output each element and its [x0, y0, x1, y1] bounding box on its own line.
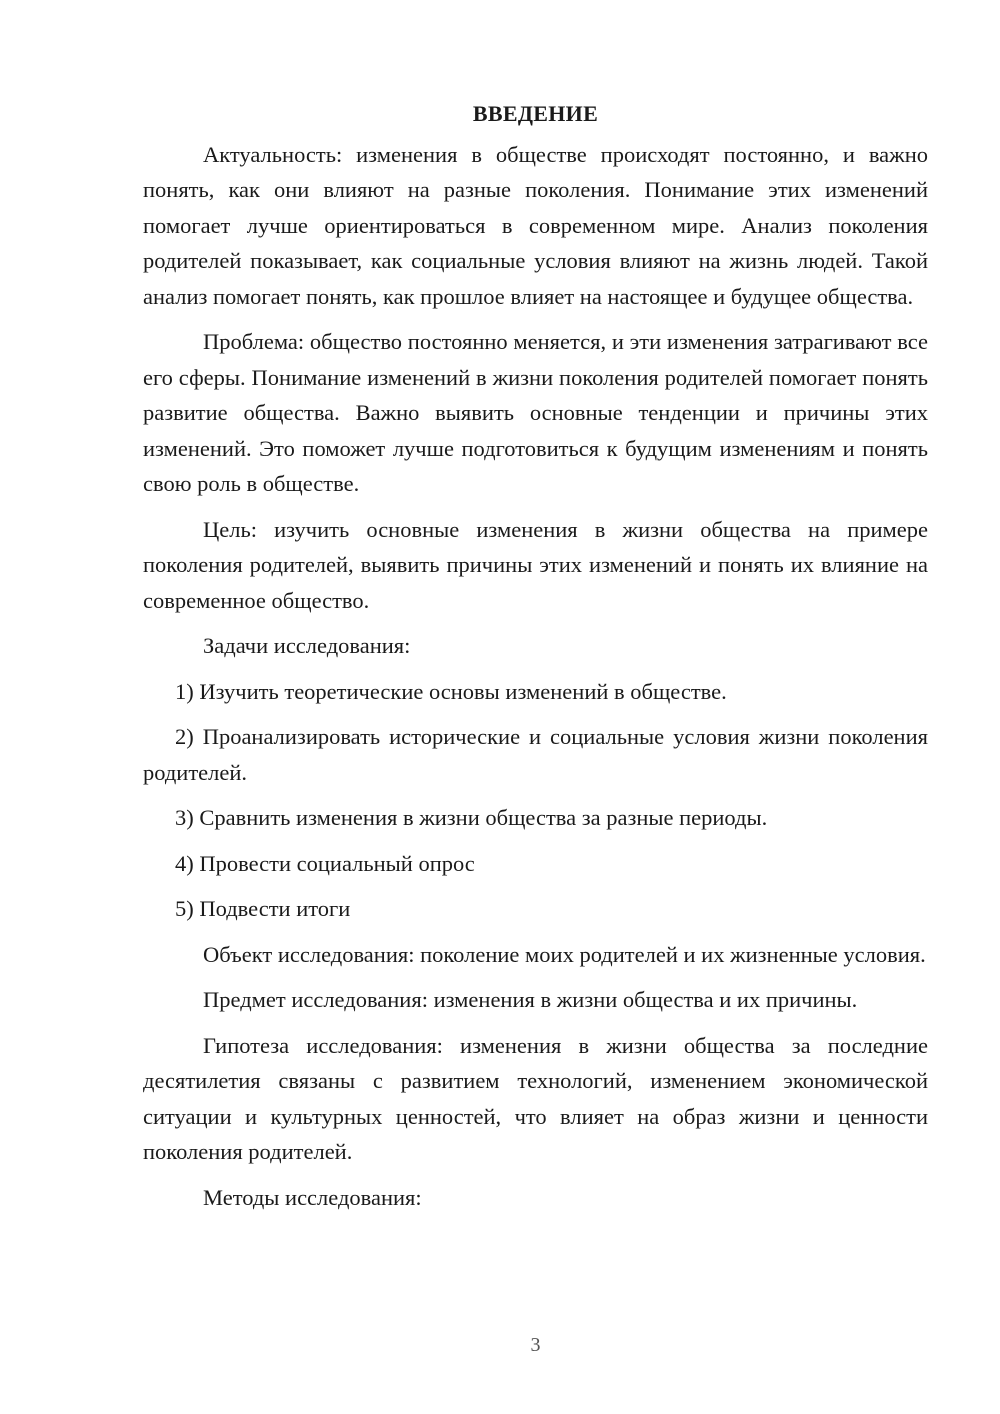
methods-heading: Методы исследования:	[203, 1184, 422, 1210]
page-number: 3	[530, 1334, 541, 1356]
task-item-1: 1) Изучить теоретические основы изменений в обществе.	[175, 678, 727, 704]
relevance-paragraph: Актуальность: изменения в обществе происходят постоянно, и важно понять, как они влияют на разные поколения. Понимание этих изменений помогает лучше ориентироваться в современном мире. Анализ поколения родителей показывает, как социальные условия влияют на жизнь людей. Такой анализ помогает понять, как прошлое влияет на настоящее и будущее общества.	[143, 141, 928, 309]
subject-paragraph: Предмет исследования: изменения в жизни общества и их причины.	[203, 987, 858, 1012]
tasks-heading: Задачи исследования:	[203, 633, 411, 658]
object-paragraph: Объект исследования: поколение моих родителей и их жизненные условия.	[203, 941, 926, 967]
section-title: ВВЕДЕНИЕ	[472, 101, 599, 126]
problem-paragraph: Проблема: общество постоянно меняется, и эти изменения затрагивают все его сферы. Понимание изменений в жизни поколения родителей помогает понять развитие общества. Важно выявить основные тенденции и причины этих изменений. Это поможет лучше подготовиться к будущим изменениям и понять свою роль в обществе.	[143, 329, 928, 496]
goal-paragraph: Цель: изучить основные изменения в жизни общества на примере поколения родителей, выявить причины этих изменений и понять их влияние на современное общество.	[143, 516, 928, 613]
task-item-3: 3) Сравнить изменения в жизни общества за разные периоды.	[175, 805, 768, 830]
task-item-2: 2) Проанализировать исторические и социальные условия жизни поколения родителей.	[143, 724, 928, 785]
page-content	[143, 96, 928, 1225]
task-item-5: 5) Подвести итоги	[175, 896, 351, 921]
hypothesis-paragraph: Гипотеза исследования: изменения в жизни общества за последние десятилетия связаны с развитием технологий, изменением экономической ситуации и культурных ценностей, что влияет на образ жизни и ценности поколения родителей.	[143, 1032, 928, 1164]
task-item-4: 4) Провести социальный опрос	[175, 850, 475, 876]
